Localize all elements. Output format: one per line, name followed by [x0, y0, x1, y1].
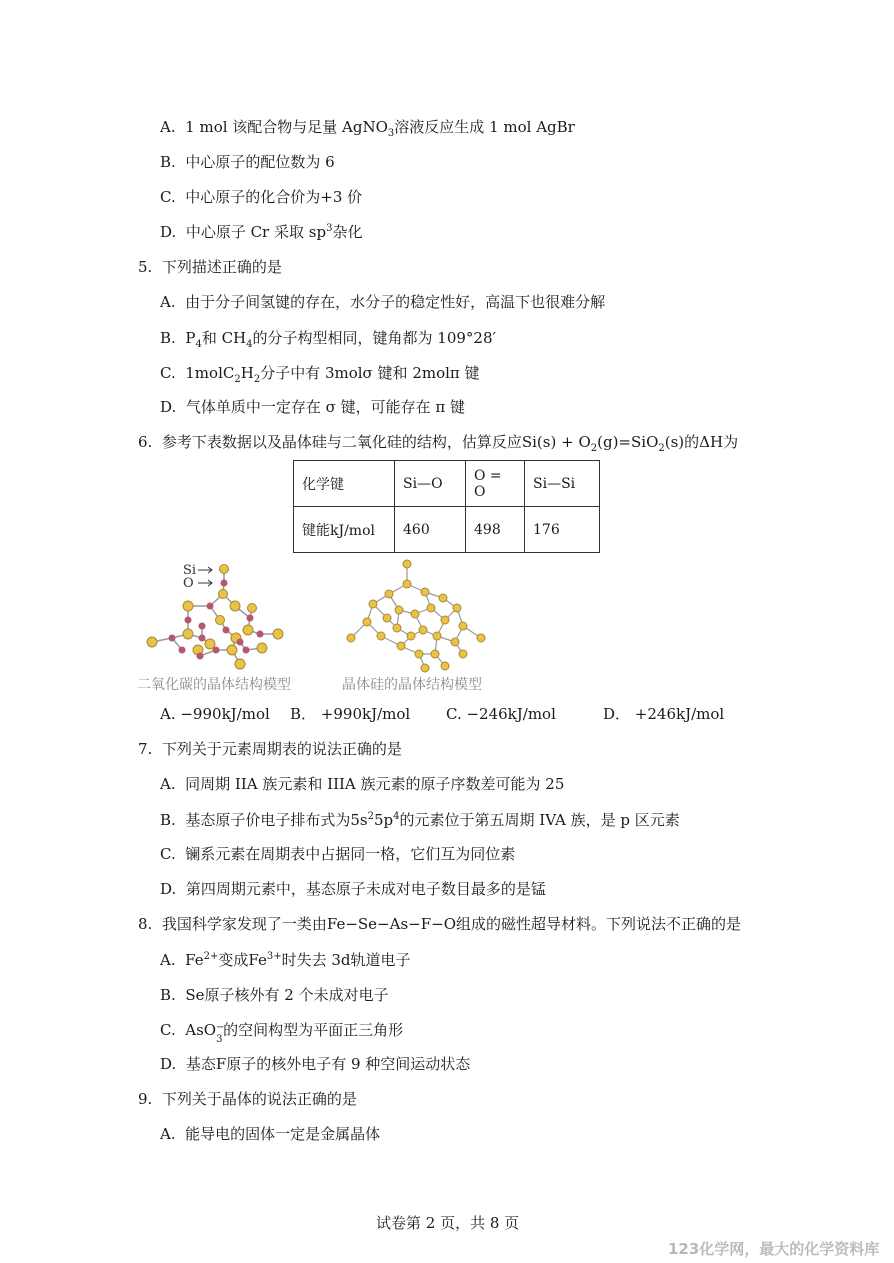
q8-option-a: A. $Fe^{2+}$变成$Fe^{3+}$时失去 3d轨道电子: [160, 951, 411, 969]
q7-option-b: B. 基态原子价电子排布式为$5s^25p^4$的元素位于第五周期 IVA 族，是 p 区元素: [160, 811, 680, 829]
q7-option-a: A. 同周期 IIA 族元素和 IIIA 族元素的原子序数差可能为 25: [160, 775, 565, 793]
q8-option-d: D. 基态F原子的核外电子有 9 种空间运动状态: [160, 1055, 471, 1073]
q6-option-b: B． +990kJ/mol: [290, 705, 411, 723]
table-cell: 460: [395, 507, 466, 553]
q5-option-a: A. 由于分子间氢键的存在，水分子的稳定性好，高温下也很难分解: [160, 293, 606, 311]
q8-stem: 8. 我国科学家发现了一类由Fe−Se−As−F−O组成的磁性超导材料。下列说法不正确的是: [138, 915, 741, 933]
sio2-crystal-model: [140, 558, 290, 673]
table-cell: Si—Si: [525, 461, 600, 507]
sub-sup-stack: − 3: [216, 1022, 225, 1045]
q4-option-d: D. 中心原子 Cr 采取 $sp^3$杂化: [160, 223, 363, 241]
bond-energy-table: [293, 460, 600, 553]
q4-option-a: A. 1 mol 该配合物与足量 AgNO$_3$溶液反应生成 1 mol AgBr: [160, 118, 575, 139]
table-cell: 键能kJ/mol: [294, 507, 395, 553]
q5-stem: 5. 下列描述正确的是: [138, 258, 282, 276]
table-row: [294, 507, 600, 553]
legend-o-label: O: [183, 576, 194, 591]
table-cell: Si—O: [395, 461, 466, 507]
watermark: 123化学网，最大的化学资料库: [668, 1240, 880, 1258]
q7-stem: 7. 下列关于元素周期表的说法正确的是: [138, 740, 402, 758]
q5-option-b: B. $P_4$和 $CH_4$的分子构型相同，键角都为 109°28′: [160, 329, 496, 350]
table-cell: 化学键: [294, 461, 395, 507]
q4-option-c: C. 中心原子的化合价为+3 价: [160, 188, 363, 206]
q6-option-a: A. −990kJ/mol: [160, 705, 270, 723]
legend-arrow-si-icon: [198, 567, 212, 573]
table-cell: O = O: [466, 461, 525, 507]
q5-option-c: C. $1molC_2H_2$分子中有 3molσ 键和 2molπ 键: [160, 364, 480, 385]
q8-option-c: C. AsO − 3 的空间构型为平面正三角形: [160, 1021, 404, 1045]
q6-stem: 6. 参考下表数据以及晶体硅与二氧化硅的结构，估算反应$Si(s) + O_2(g)=SiO_2(s)$的ΔH为: [138, 433, 739, 454]
sio2-atoms: [147, 565, 283, 670]
q7-option-d: D. 第四周期元素中，基态原子未成对电子数目最多的是锰: [160, 880, 546, 898]
legend-arrow-o-icon: [198, 580, 212, 586]
q6-option-c: C. −246kJ/mol: [446, 705, 556, 723]
q9-option-a: A. 能导电的固体一定是金属晶体: [160, 1125, 381, 1143]
table-cell: 498: [466, 507, 525, 553]
q4-option-b: B. 中心原子的配位数为 6: [160, 153, 335, 171]
q6-option-d: D． +246kJ/mol: [603, 705, 725, 723]
silicon-atoms: [347, 560, 485, 672]
silicon-crystal-model: [345, 558, 490, 673]
page-footer: 试卷第 2 页，共 8 页: [376, 1214, 520, 1232]
q9-stem: 9. 下列关于晶体的说法正确的是: [138, 1090, 357, 1108]
caption-silicon-model: 晶体硅的晶体结构模型: [342, 677, 482, 693]
q8-option-b: B. Se原子核外有 2 个未成对电子: [160, 986, 389, 1004]
legend-si-label: Si: [183, 563, 197, 578]
table-row: [294, 461, 600, 507]
q5-option-d: D. 气体单质中一定存在 σ 键，可能存在 π 键: [160, 398, 465, 416]
table-cell: 176: [525, 507, 600, 553]
q7-option-c: C. 镧系元素在周期表中占据同一格，它们互为同位素: [160, 845, 516, 863]
caption-sio2-model: 二氧化碳的晶体结构模型: [137, 677, 291, 693]
